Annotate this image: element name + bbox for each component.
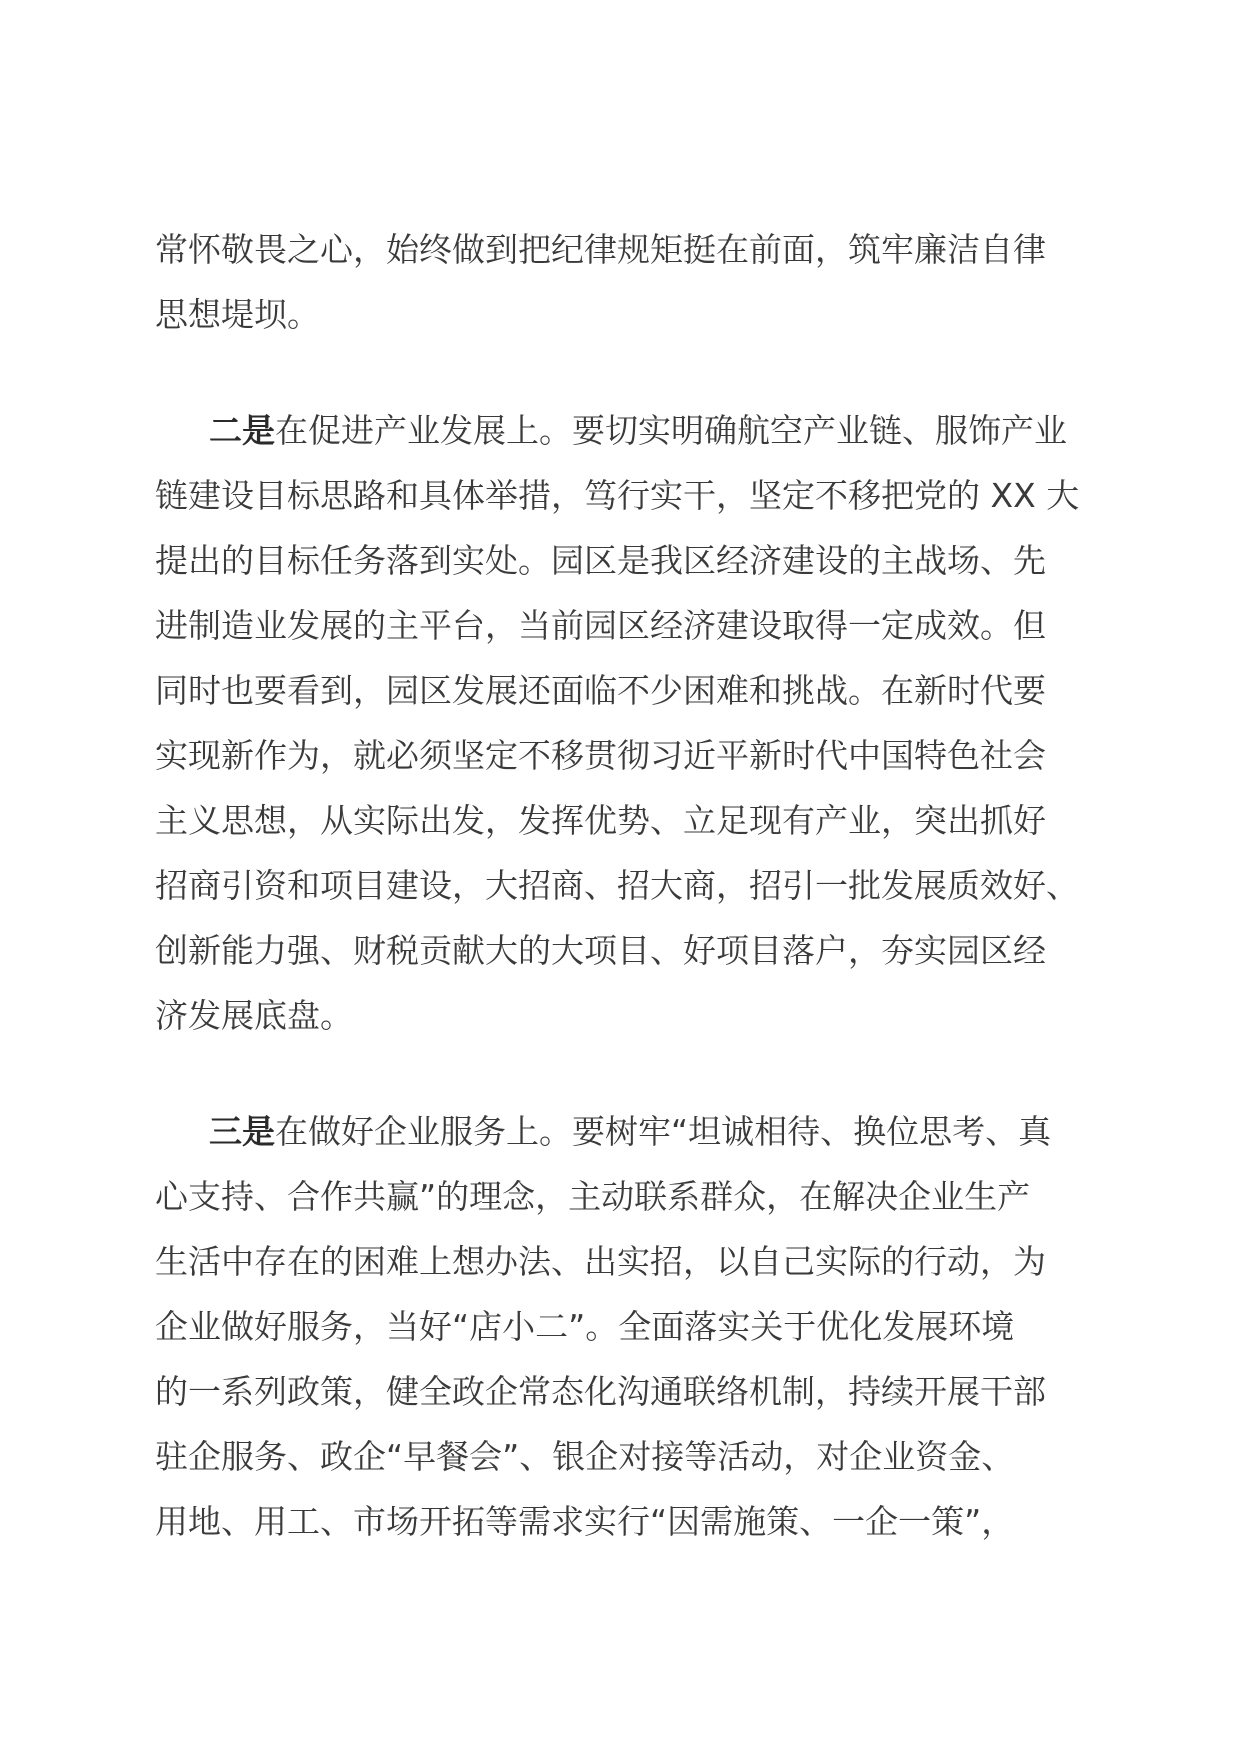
paragraph-line: 进制造业发展的主平台，当前园区经济建设取得一定成效。但: [155, 606, 1046, 645]
paragraph-line: 创新能力强、财税贡献大的大项目、好项目落户，夯实园区经: [155, 931, 1046, 970]
paragraph-line: 思想堤坝。: [155, 295, 320, 334]
paragraph-line: 的一系列政策，健全政企常态化沟通联络机制，持续开展干部: [155, 1372, 1046, 1411]
paragraph-line: 同时也要看到，园区发展还面临不少困难和挑战。在新时代要: [155, 671, 1046, 710]
paragraph-line: 心支持、合作共赢”的理念，主动联系群众，在解决企业生产: [155, 1177, 1031, 1216]
paragraph-line: 驻企服务、政企“早餐会”、银企对接等活动，对企业资金、: [155, 1437, 1015, 1476]
paragraph-line: 用地、用工、市场开拓等需求实行“因需施策、一企一策”，: [155, 1502, 1015, 1541]
paragraph-line: 链建设目标思路和具体举措，笃行实干，坚定不移把党的 XX 大: [155, 476, 1080, 515]
paragraph-first-rest: 在做好企业服务上。要树牢“坦诚相待、换位思考、真: [275, 1112, 1052, 1151]
paragraph-line: 企业做好服务，当好“店小二”。全面落实关于优化发展环境: [155, 1307, 1015, 1346]
paragraph-lead: 三是: [209, 1112, 275, 1151]
paragraph-line: 常怀敬畏之心，始终做到把纪律规矩挺在前面，筑牢廉洁自律: [155, 230, 1046, 269]
paragraph-2: [155, 398, 1090, 1048]
paragraph-line: 济发展底盘。: [155, 996, 353, 1035]
paragraph-line: 提出的目标任务落到实处。园区是我区经济建设的主战场、先: [155, 541, 1046, 580]
paragraph-first-line: [155, 398, 1090, 463]
paragraph-3: [155, 1099, 1090, 1554]
paragraph-line: 实现新作为，就必须坚定不移贯彻习近平新时代中国特色社会: [155, 736, 1046, 775]
paragraph-line: 招商引资和项目建设，大招商、招大商，招引一批发展质效好、: [155, 866, 1079, 905]
paragraph-lead: 二是: [209, 411, 275, 450]
paragraph-line: 生活中存在的困难上想办法、出实招，以自己实际的行动，为: [155, 1242, 1046, 1281]
paragraph-line: 主义思想，从实际出发，发挥优势、立足现有产业，突出抓好: [155, 801, 1046, 840]
paragraph-1: [155, 217, 1090, 347]
paragraph-first-rest: 在促进产业发展上。要切实明确航空产业链、服饰产业: [275, 411, 1067, 450]
paragraph-first-line: [155, 1099, 1090, 1164]
document-page: [155, 217, 1090, 1554]
